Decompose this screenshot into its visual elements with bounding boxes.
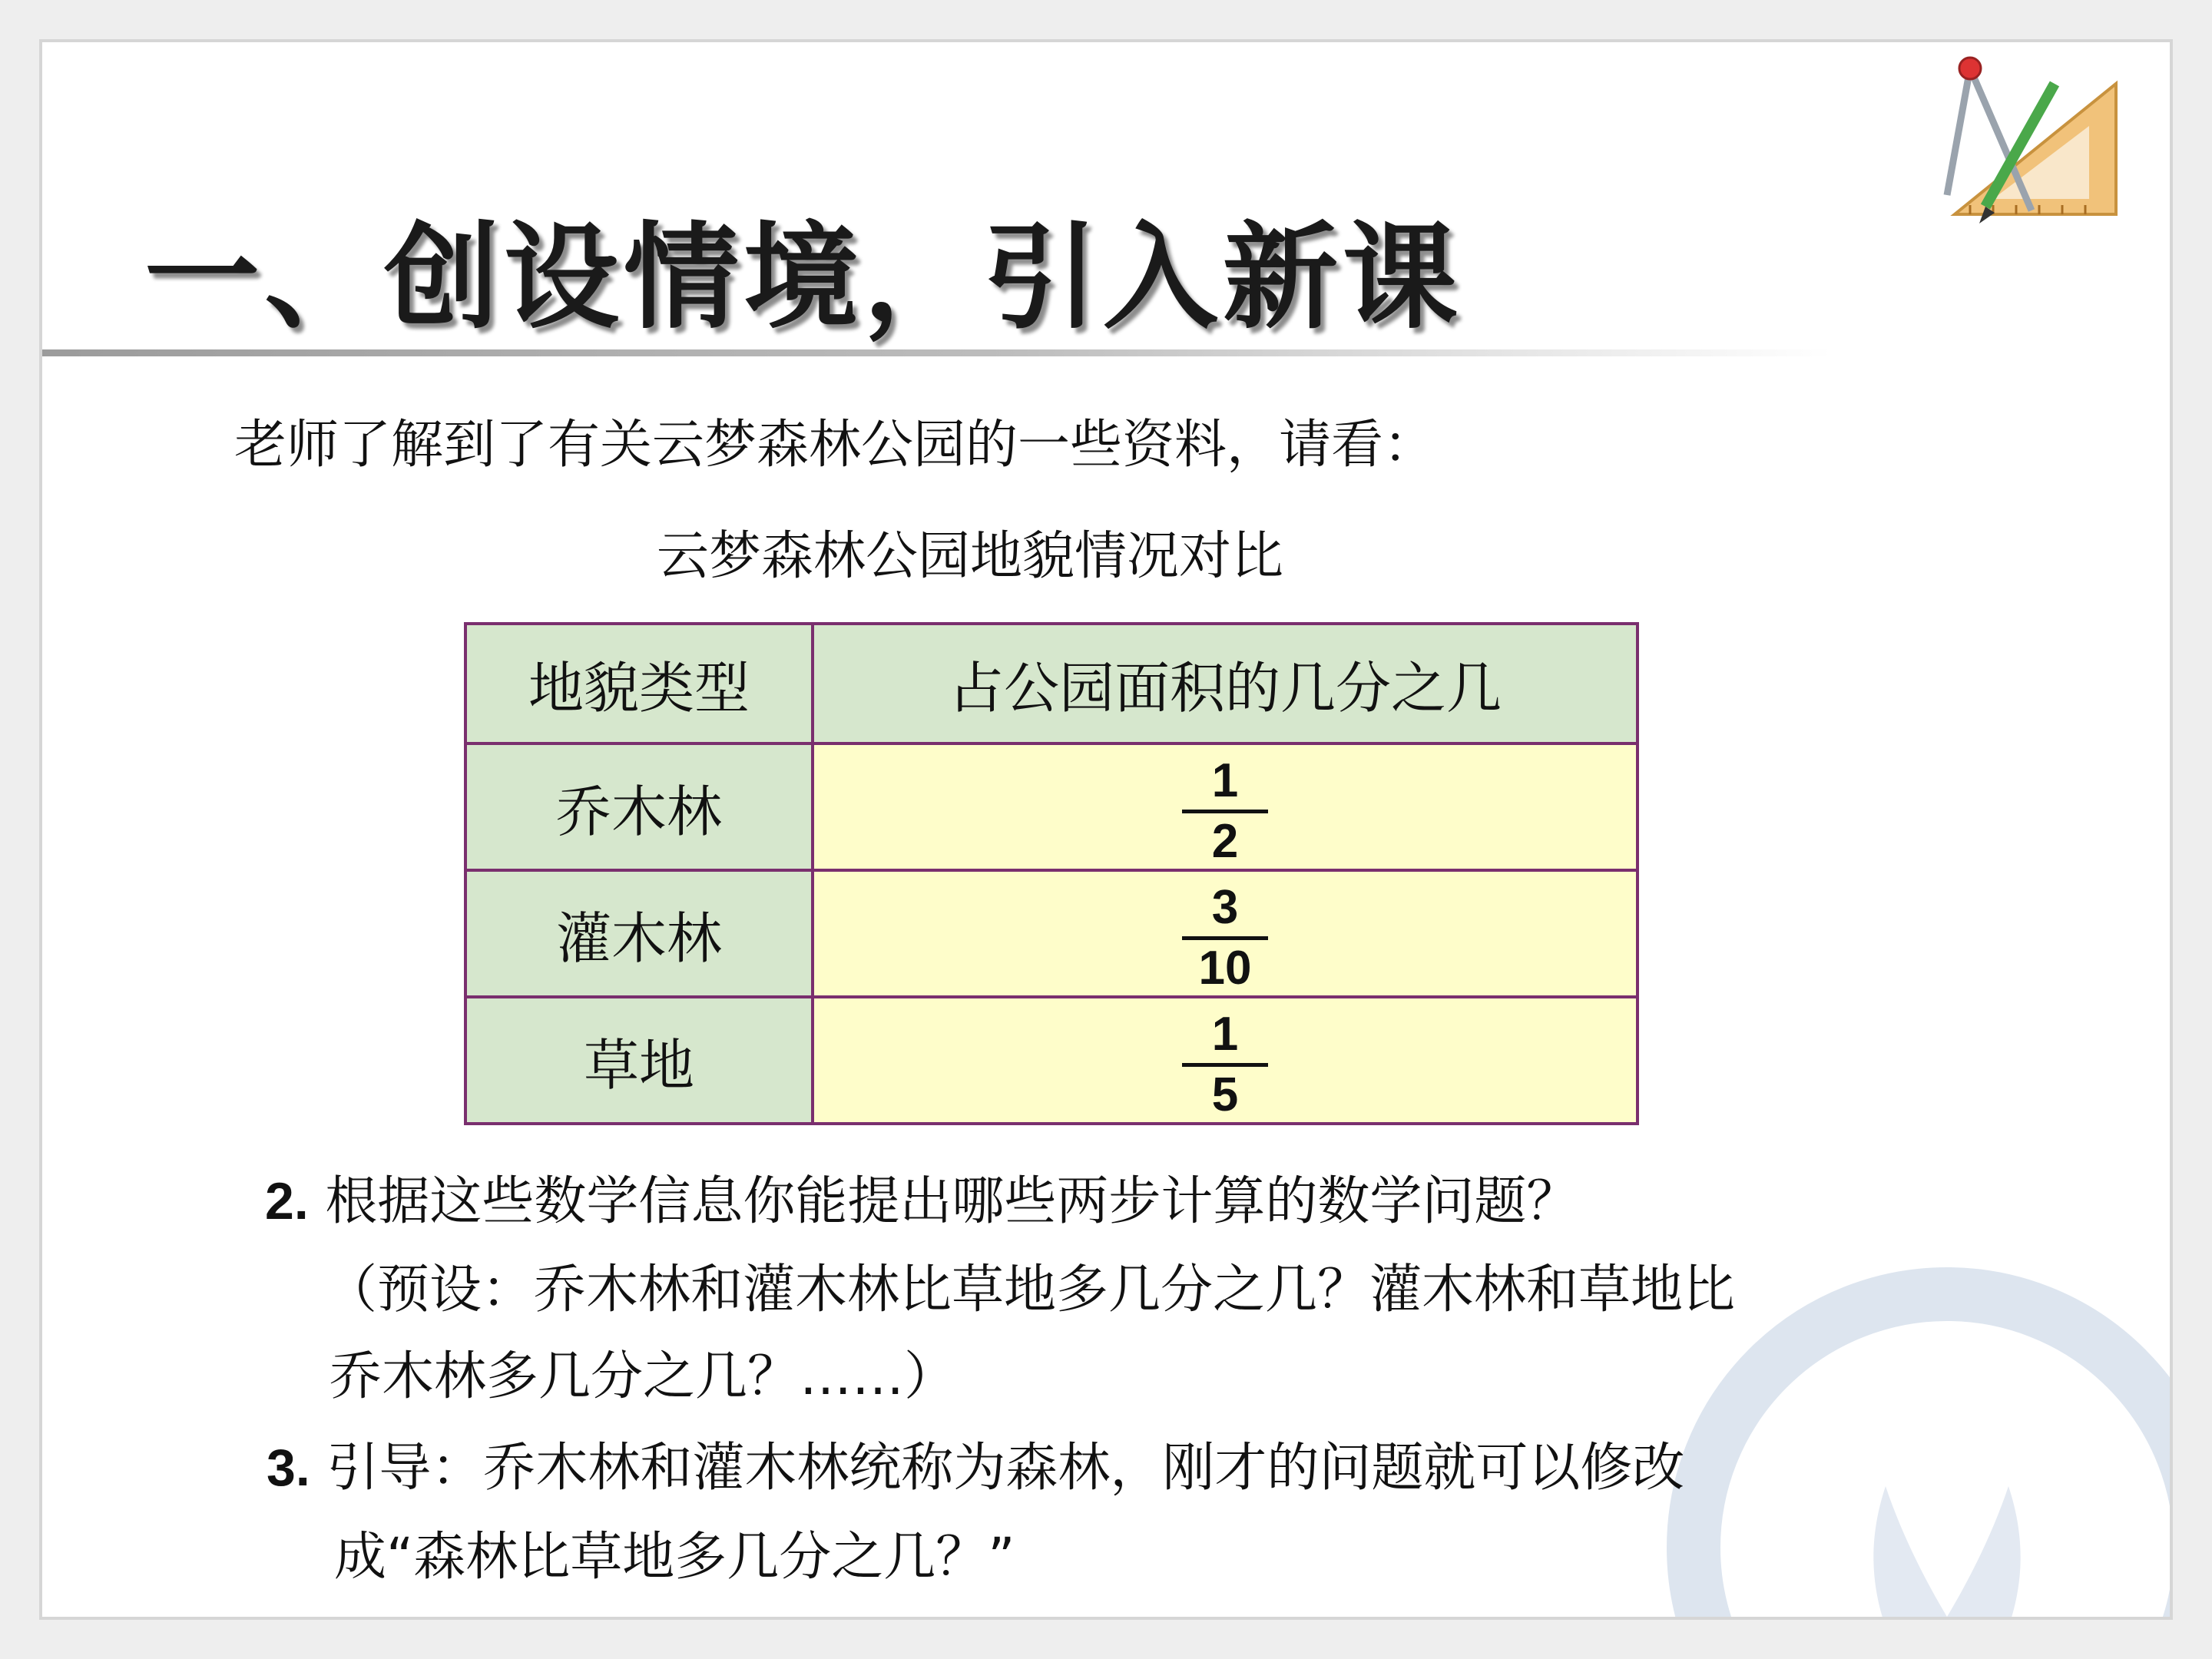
fraction-bar — [1182, 810, 1268, 813]
preset-line-2: 乔木林多几分之几？……） — [329, 1346, 957, 1407]
terrain-name: 乔木林 — [465, 743, 813, 870]
page-title: 一、创设情境，引入新课 — [144, 210, 1463, 345]
question-2 — [265, 1160, 1578, 1234]
terrain-table — [464, 622, 1639, 1125]
table-row — [465, 743, 1637, 870]
question-3-number: 3. — [267, 1439, 310, 1497]
table-row — [465, 870, 1637, 997]
table-row — [465, 997, 1637, 1124]
fraction — [1182, 1008, 1268, 1122]
fraction — [1182, 881, 1268, 995]
question-2-number: 2. — [265, 1172, 309, 1230]
header-area-fraction: 占公园面积的几分之几 — [813, 624, 1637, 743]
area-fraction-cell — [813, 743, 1637, 870]
area-fraction-cell — [813, 870, 1637, 997]
terrain-name: 草地 — [465, 997, 813, 1124]
question-3-line-2: 成“森林比草地多几分之几？” — [334, 1527, 1015, 1588]
question-3 — [267, 1426, 1684, 1501]
fraction-denominator: 2 — [1211, 815, 1239, 868]
terrain-name: 灌木林 — [465, 870, 813, 997]
fraction-bar — [1182, 936, 1268, 940]
compass-ruler-pencil-icon — [1939, 53, 2139, 230]
question-3-text: 引导：乔木林和灌木林统称为森林，刚才的问题就可以修改 — [326, 1438, 1685, 1498]
table-caption: 云梦森林公园地貌情况对比 — [657, 526, 1284, 587]
fraction-bar — [1182, 1063, 1268, 1067]
title-divider — [39, 349, 1831, 356]
intro-text: 老师了解到了有关云梦森林公园的一些资料，请看： — [234, 415, 1436, 475]
area-fraction-cell — [813, 997, 1637, 1124]
fraction-denominator: 10 — [1198, 942, 1252, 995]
fraction-numerator: 3 — [1211, 881, 1239, 934]
fraction-numerator: 1 — [1211, 1008, 1239, 1061]
preset-line-1: （预设：乔木林和灌木林比草地多几分之几？灌木林和草地比 — [325, 1260, 1736, 1320]
fraction — [1182, 754, 1268, 869]
slide — [39, 39, 2173, 1620]
fraction-denominator: 5 — [1211, 1068, 1239, 1121]
question-2-text: 根据这些数学信息你能提出哪些两步计算的数学问题？ — [325, 1171, 1579, 1232]
fraction-numerator: 1 — [1211, 754, 1239, 807]
table-header-row — [465, 624, 1637, 743]
header-terrain-type: 地貌类型 — [465, 624, 813, 743]
